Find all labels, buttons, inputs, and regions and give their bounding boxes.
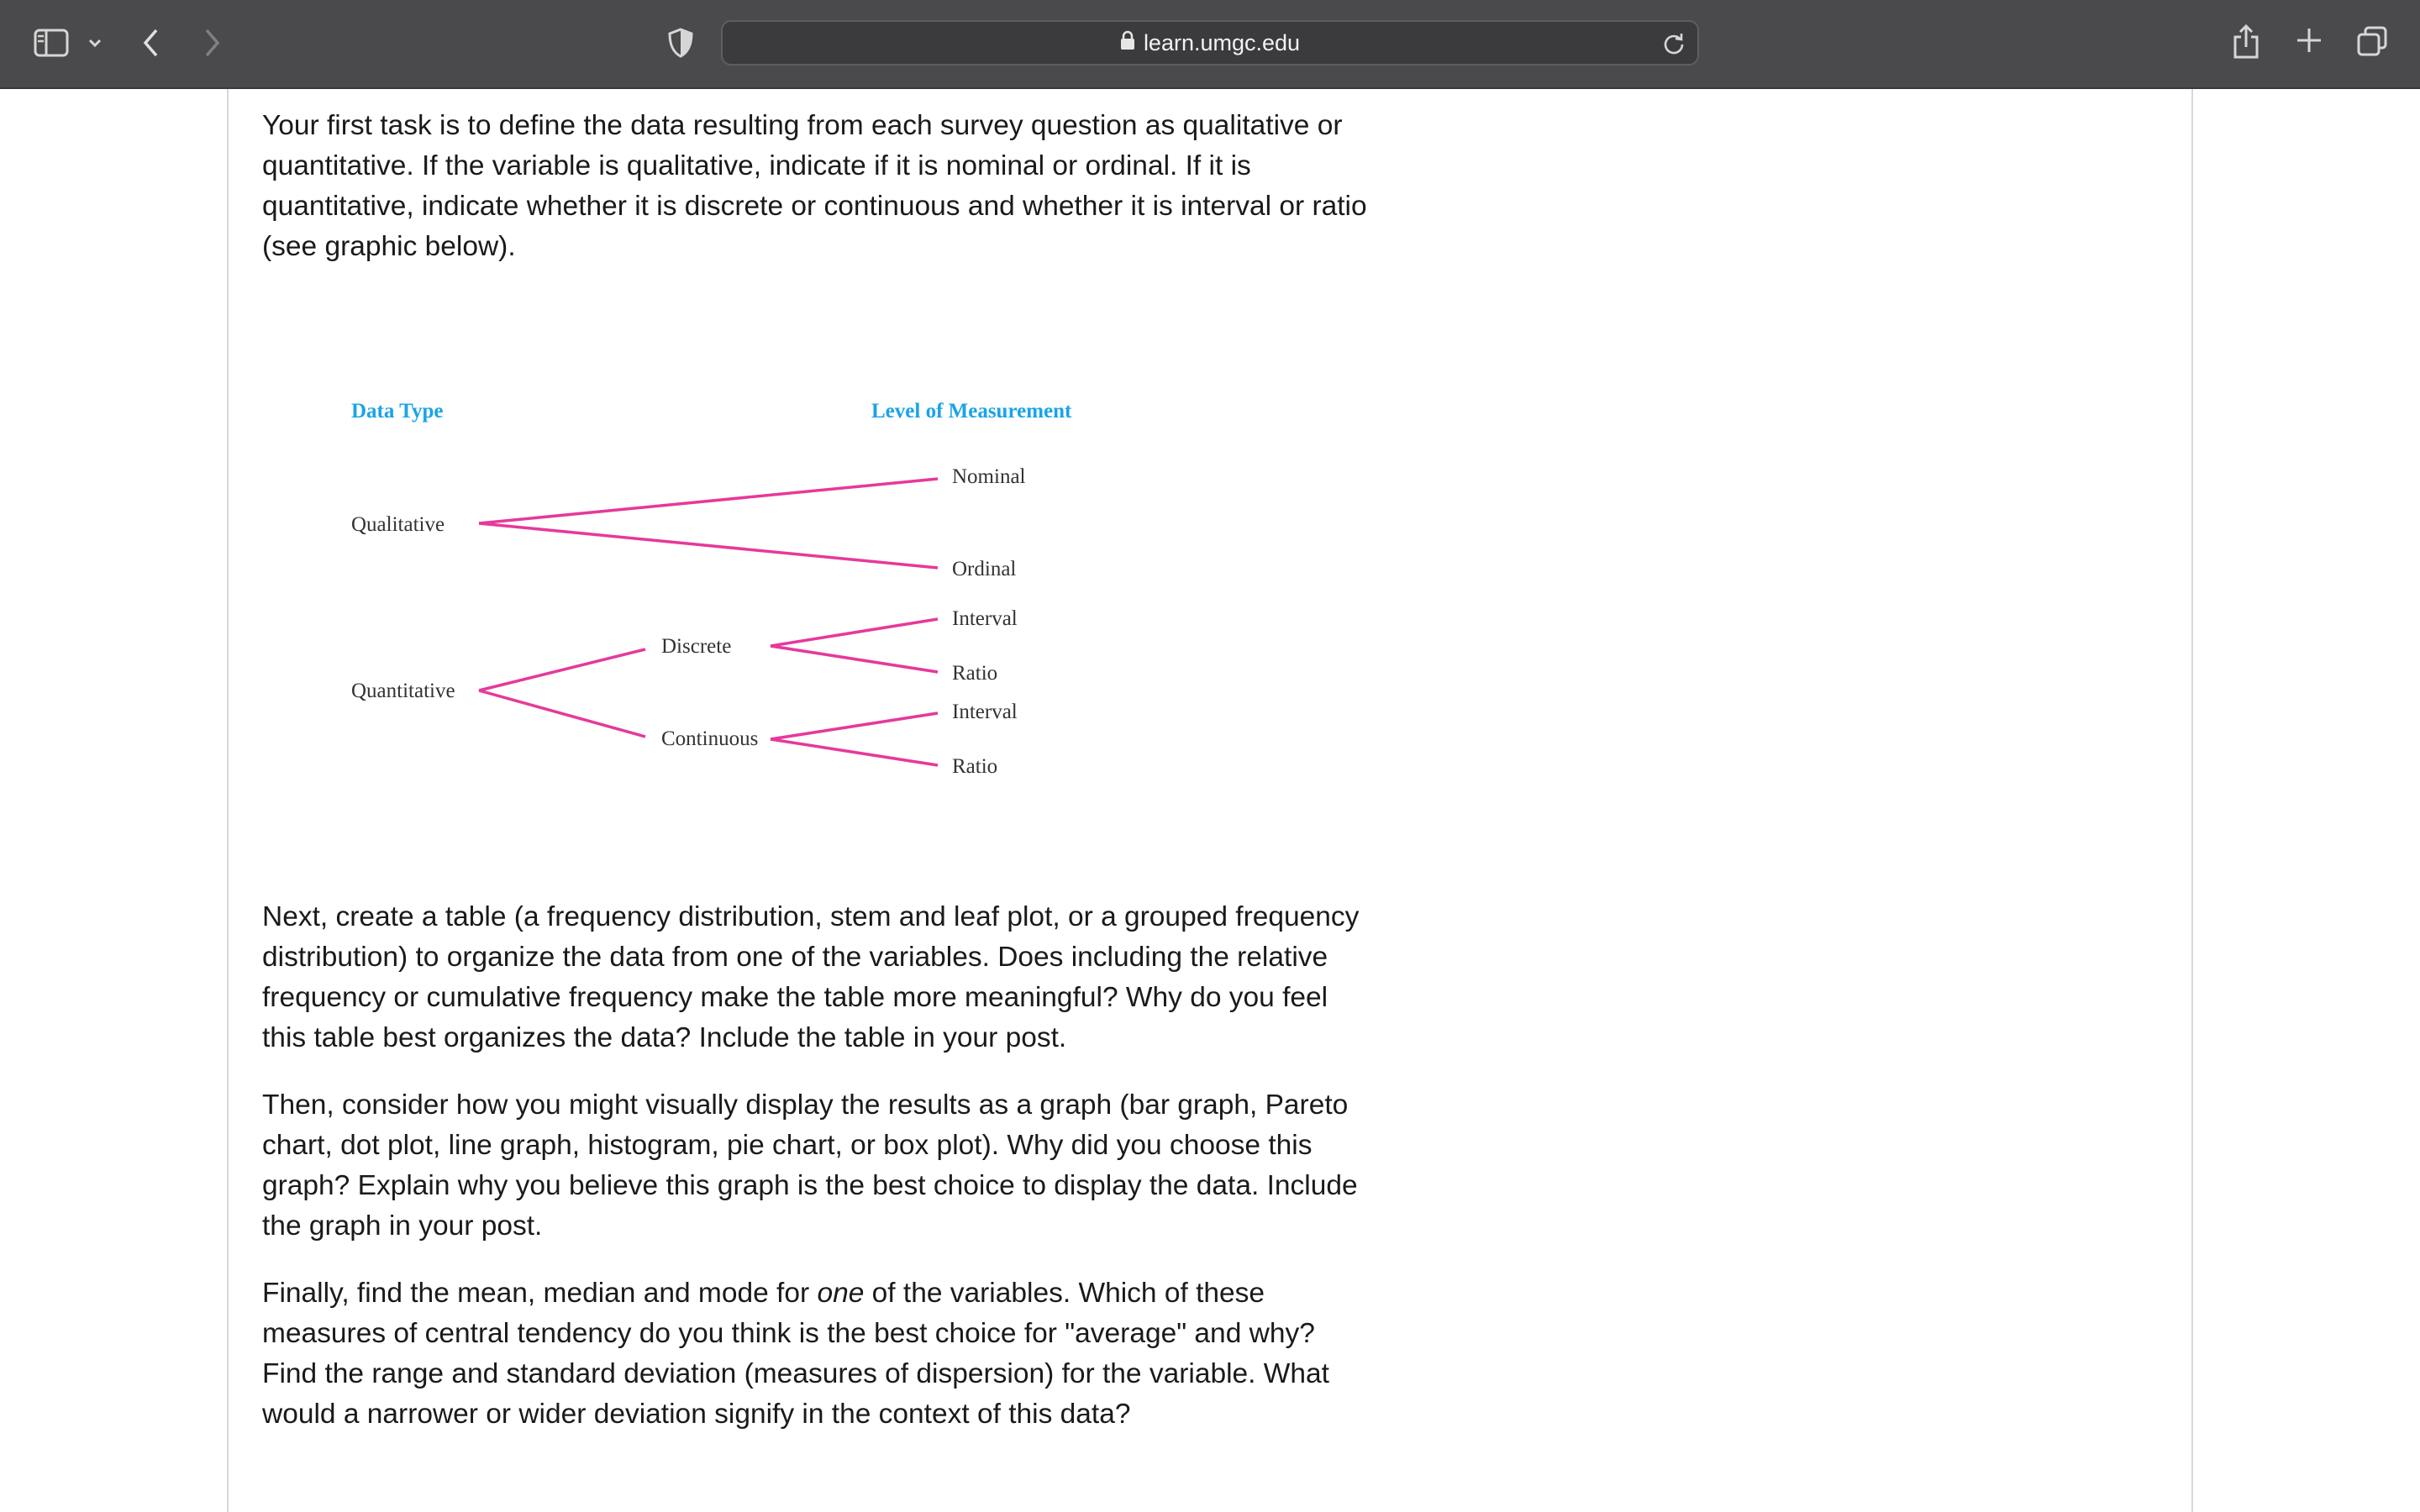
branch-continuous-ratio bbox=[771, 739, 938, 765]
para4-text-after: of the variables. Which of these measures of central tendency do you think is the best choice for "average" and why? Find the range and standard deviation (measures of dispersion) for the variable. What would a narrower or wider deviation signify in the context of this data? bbox=[262, 1278, 1329, 1430]
data-type-diagram bbox=[345, 386, 1101, 790]
para4-emphasis: one bbox=[817, 1278, 865, 1309]
label-continuous-interval: Interval bbox=[952, 701, 1018, 723]
instructions-paragraph-4 bbox=[262, 1273, 1371, 1435]
branch-quantitative-discrete bbox=[479, 649, 645, 690]
shield-icon[interactable] bbox=[667, 27, 694, 59]
back-icon[interactable] bbox=[141, 27, 161, 59]
new-tab-icon[interactable] bbox=[2296, 27, 2323, 54]
branch-qualitative-nominal bbox=[479, 479, 938, 523]
sidebar-icon[interactable] bbox=[34, 29, 69, 57]
diagram-header-level: Level of Measurement bbox=[871, 400, 1072, 423]
para4-text-before: Finally, find the mean, median and mode for bbox=[262, 1278, 818, 1309]
branch-discrete-interval bbox=[771, 619, 938, 646]
label-quantitative: Quantitative bbox=[351, 680, 455, 702]
label-discrete-ratio: Ratio bbox=[952, 662, 998, 685]
label-continuous: Continuous bbox=[661, 727, 759, 750]
browser-toolbar bbox=[0, 0, 2420, 89]
label-discrete-interval: Interval bbox=[952, 607, 1018, 630]
branch-quantitative-continuous bbox=[479, 690, 645, 737]
instructions-paragraph-3: Then, consider how you might visually display the results as a graph (bar graph, Pareto chart, dot plot, line graph, histogram, pie chart, or box plot). Why did you choose this graph? Explain why you believe this graph is the best choice to display the data. Include the graph in your post. bbox=[262, 1089, 1358, 1242]
chevron-down-icon[interactable] bbox=[87, 37, 103, 49]
branch-continuous-interval bbox=[771, 713, 938, 739]
branch-qualitative-ordinal bbox=[479, 523, 938, 568]
label-qualitative: Qualitative bbox=[351, 513, 445, 536]
forward-icon[interactable] bbox=[202, 27, 222, 59]
label-nominal: Nominal bbox=[952, 465, 1026, 488]
share-icon[interactable] bbox=[2232, 24, 2260, 60]
diagram-header-data-type: Data Type bbox=[351, 400, 444, 423]
url-text: learn.umgc.edu bbox=[1143, 29, 1301, 55]
reload-icon[interactable] bbox=[1662, 32, 1686, 55]
label-continuous-ratio: Ratio bbox=[952, 755, 998, 778]
label-ordinal: Ordinal bbox=[952, 558, 1017, 580]
tabs-overview-icon[interactable] bbox=[2356, 25, 2388, 57]
instructions-paragraph-1: Your first task is to define the data resulting from each survey question as qualitative or quantitative. If the variable is qualitative, indicate if it is nominal or ordinal. If it is quantitative, indicate whether it is discrete or continuous and whether it is interval or ratio (see graphic below). bbox=[262, 110, 1367, 262]
address-bar[interactable] bbox=[721, 20, 1699, 66]
branch-discrete-ratio bbox=[771, 646, 938, 672]
lock-icon bbox=[1120, 30, 1135, 56]
instructions-paragraph-2: Next, create a table (a frequency distribution, stem and leaf plot, or a grouped frequency distribution) to organize the data from one of the variables. Does including the relative frequency or cumulative frequency make the table more meaningful? Why do you feel this table best organizes the data? Include the table in your post. bbox=[262, 901, 1360, 1053]
label-discrete: Discrete bbox=[661, 635, 732, 658]
